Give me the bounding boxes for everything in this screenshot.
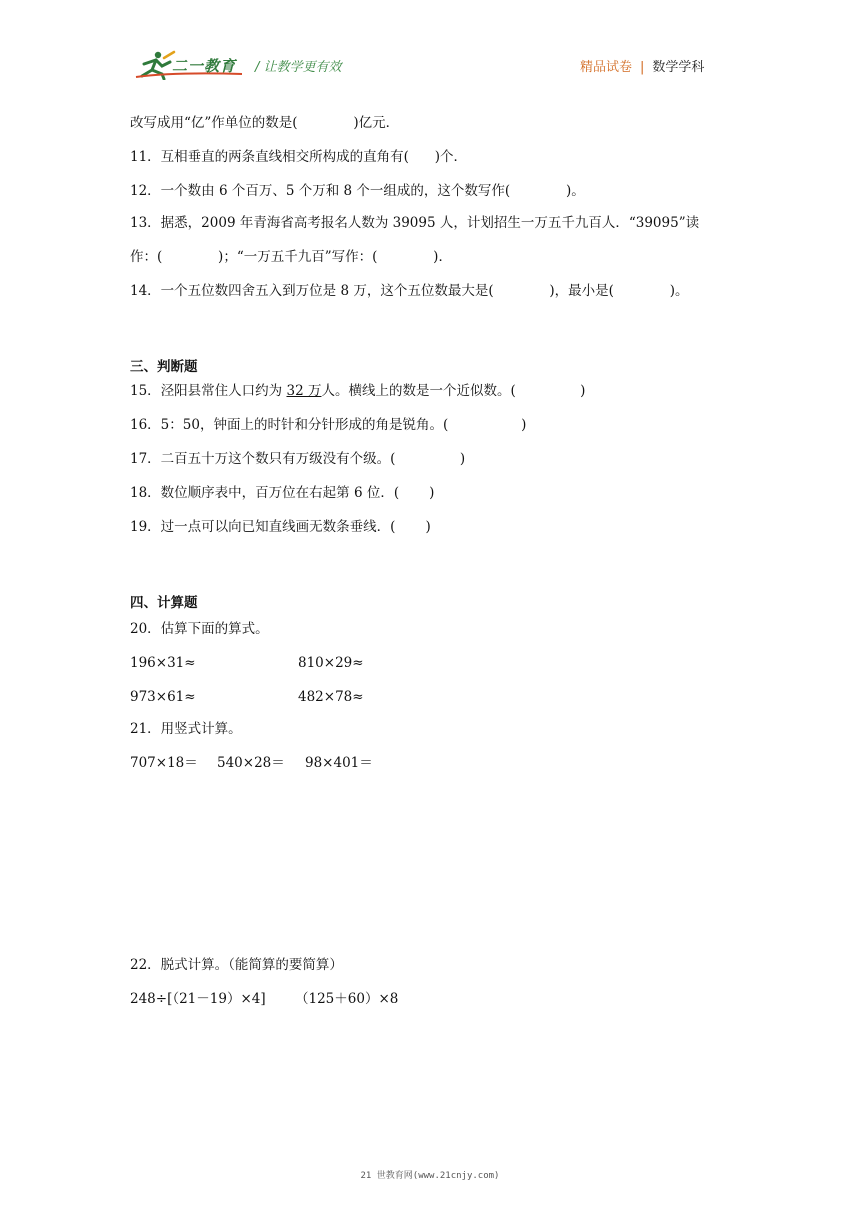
question-13-line2: 作：( )；“一万五千九百”写作：( )． <box>130 249 452 265</box>
vertical-calc-item: 98×401＝ <box>305 755 373 771</box>
estimate-item: 482×78≈ <box>298 689 364 705</box>
page-footer: 21 世教育网(www.21cnjy.com) <box>360 1171 500 1181</box>
question-17: 17．二百五十万这个数只有万级没有个级。( ) <box>130 451 466 467</box>
header-brand <box>580 56 704 75</box>
stepwise-calc-item: 248÷[（21－19）×4] <box>130 991 266 1007</box>
logo-text: 二一教育 <box>172 57 237 75</box>
question-13-line1: 13．据悉，2009 年青海省高考报名人数为 39095 人，计划招生一万五千九百人．“39095”读 <box>130 215 700 231</box>
question-14: 14．一个五位数四舍五入到万位是 8 万，这个五位数最大是( )，最小是( )。 <box>130 283 689 299</box>
question-19: 19．过一点可以向已知直线画无数条垂线．( ) <box>130 519 431 535</box>
q15-pre: 15．泾阳县常住人口约为 <box>130 383 287 399</box>
page-header <box>0 0 860 100</box>
question-16: 16．5：50，钟面上的时针和分针形成的角是锐角。( ) <box>130 417 527 433</box>
question-20: 20．估算下面的算式。 <box>130 621 269 637</box>
section-judgement-title: 三、判断题 <box>130 359 198 375</box>
question-15 <box>130 381 585 401</box>
vertical-calc-item: 540×28＝ <box>217 755 285 771</box>
section-calculation-title: 四、计算题 <box>130 595 198 611</box>
estimate-item: 973×61≈ <box>130 689 196 705</box>
slogan: / 让教学更有效 <box>255 60 342 75</box>
brand-label-a: 精品试卷 <box>580 60 633 75</box>
question-10-cont: 改写成用“亿”作单位的数是( )亿元． <box>130 115 400 131</box>
question-22: 22．脱式计算。（能简算的要简算） <box>130 957 343 973</box>
brand-label-b: 数学学科 <box>652 60 705 75</box>
question-18: 18．数位顺序表中，百万位在右起第 6 位．( ) <box>130 485 435 501</box>
question-11: 11．互相垂直的两条直线相交所构成的直角有( )个． <box>130 149 467 165</box>
estimate-item: 810×29≈ <box>298 655 364 671</box>
vertical-calc-item: 707×18＝ <box>130 755 198 771</box>
stepwise-calc-item: （125＋60）×8 <box>295 991 399 1007</box>
q15-post: 人。横线上的数是一个近似数。( ) <box>321 383 586 399</box>
q15-underlined: 32 万 <box>286 383 322 399</box>
question-12: 12．一个数由 6 个百万、5 个万和 8 个一组成的，这个数写作( )。 <box>130 183 585 199</box>
estimate-item: 196×31≈ <box>130 655 196 671</box>
brand-separator: | <box>640 60 645 75</box>
question-21: 21．用竖式计算。 <box>130 721 242 737</box>
